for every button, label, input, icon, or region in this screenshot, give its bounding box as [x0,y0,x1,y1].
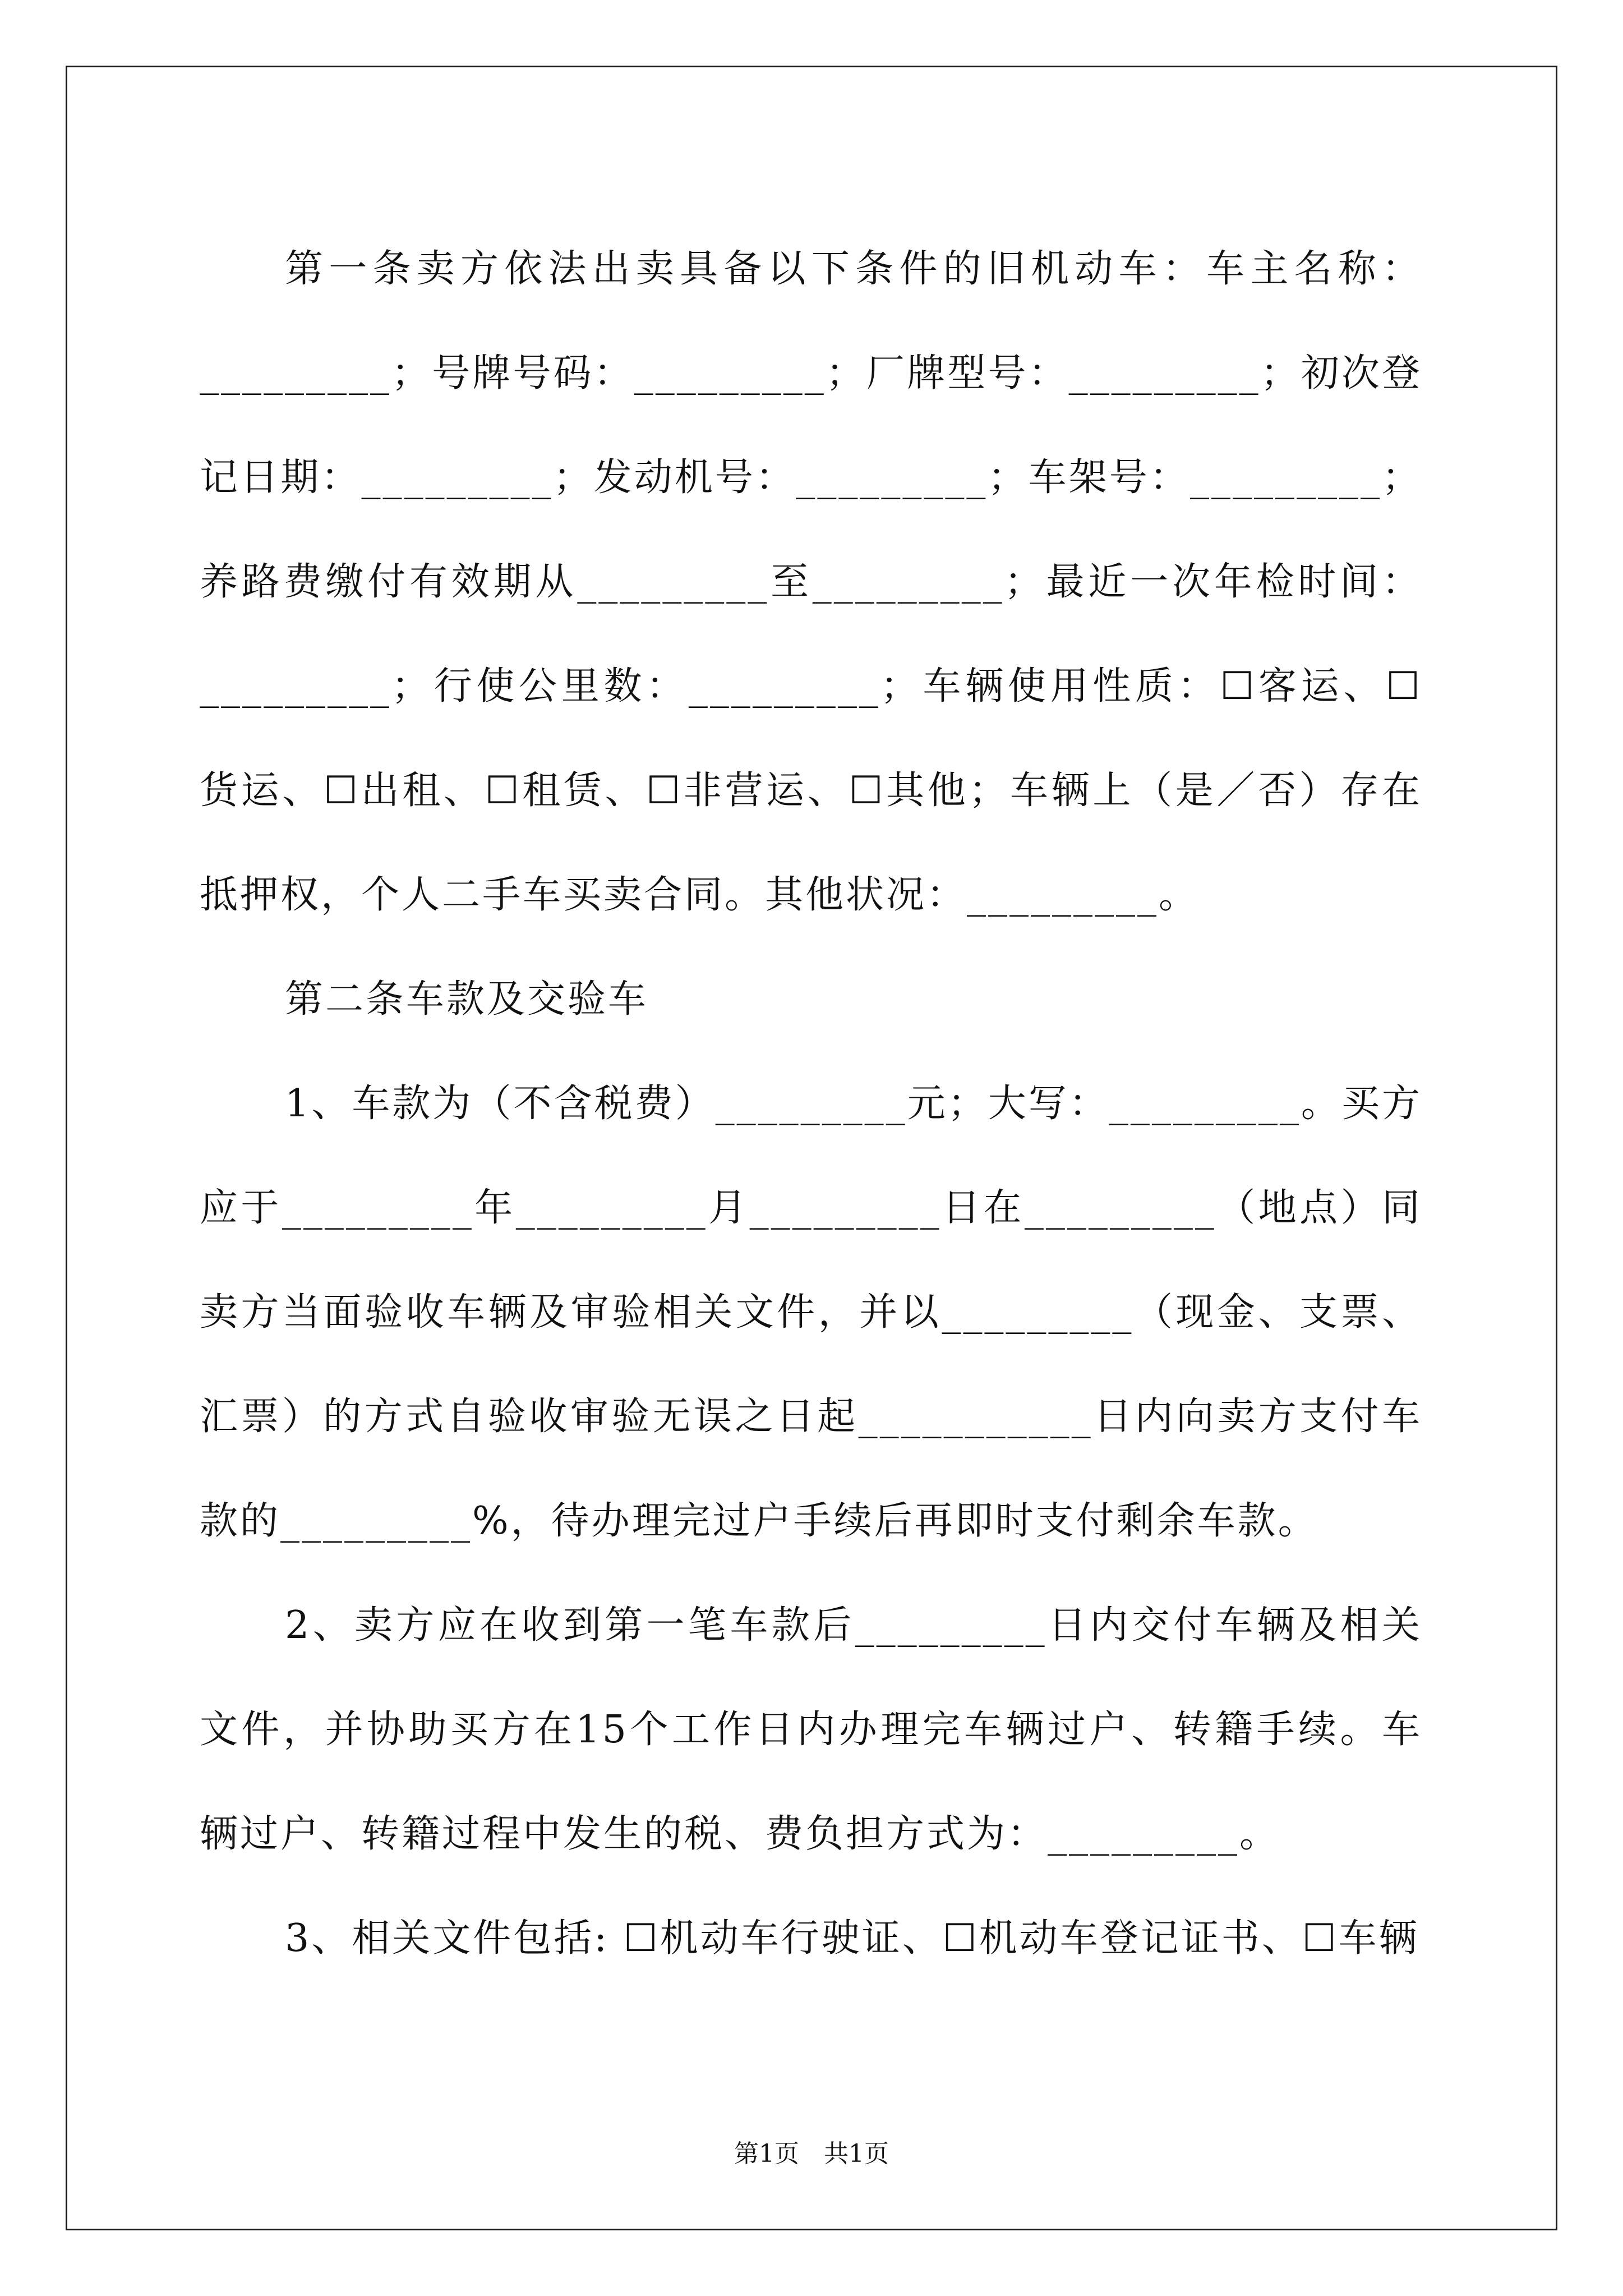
document-body [200,217,1422,1991]
clause-3-paragraph: 3、相关文件包括: ☐机动车行驶证、☐机动车登记证书、☐车辆 [285,1916,1419,1961]
article-1-paragraph: 第一条卖方依法出卖具备以下条件的旧机动车：车主名称：_________；号牌号码：_________；厂牌型号：_________；初次登记日期：_________；发动机号：_________；车架号：_________；养路费缴付有效期从_________至_________；最近一次年检时间：_________；行使公里数：_________；车辆使用性质：☐客运、☐货运、☐出租、☐租赁、☐非营运、☐其他；车辆上（是／否）存在抵押权，个人二手车买卖合同。其他状况：_________。 [200,247,1422,917]
clause-1-paragraph: 1、车款为（不含税费）_________元；大写：_________。买方应于_________年_________月_________日在_________（地点）同卖方当面验收车辆及审验相关文件，并以_________（现金、支票、汇票）的方式自验收审验无误之日起___________日内向卖方支付车款的_________%，待办理完过户手续后再即时支付剩余车款。 [200,1082,1422,1543]
page-number: 第1页 共1页 [734,2139,889,2168]
clause-2-paragraph: 2、卖方应在收到第一笔车款后_________日内交付车辆及相关文件，并协助买方在15个工作日内办理完车辆过户、转籍手续。车辆过户、转籍过程中发生的税、费负担方式为：_________。 [200,1603,1422,1856]
page-footer [0,2137,1623,2171]
article-2-heading: 第二条车款及交验车 [285,977,649,1022]
